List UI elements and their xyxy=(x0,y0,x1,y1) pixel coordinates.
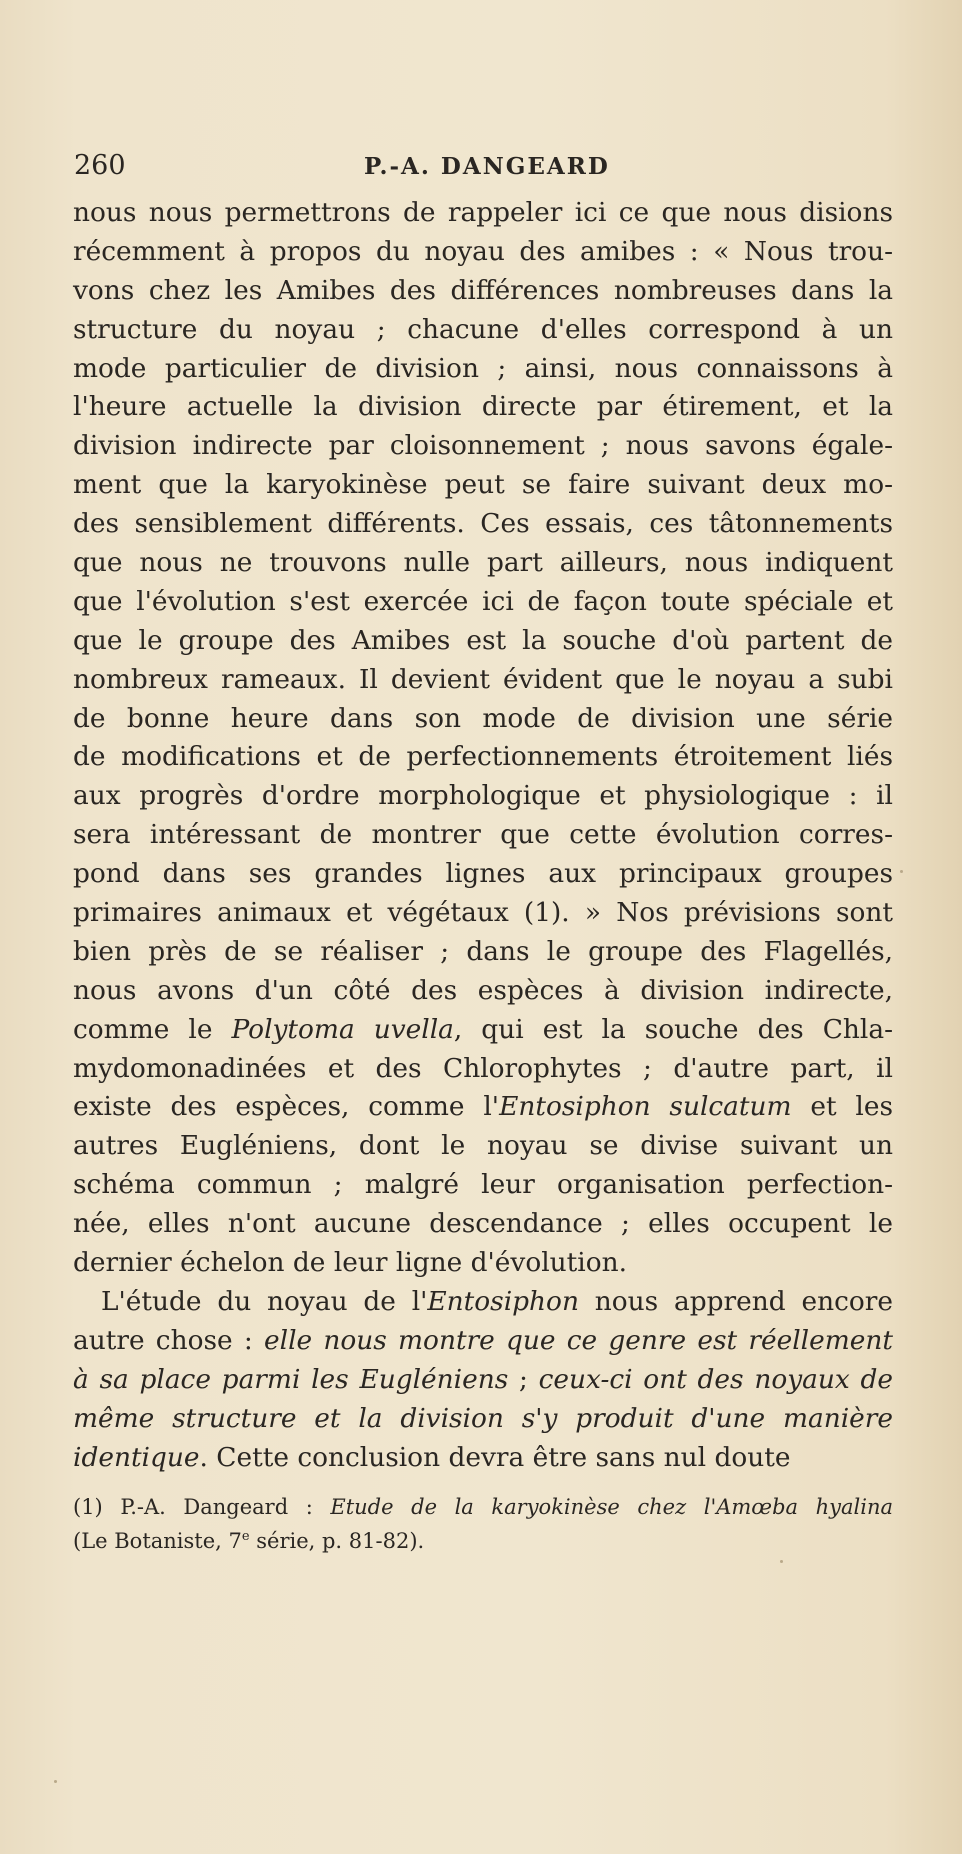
italic-text: à sa place parmi les Eugléniens xyxy=(73,1363,509,1395)
text-run: sera intéressant de montrer que cette évolution corres- xyxy=(73,819,893,851)
text-run: L'étude du noyau de l' xyxy=(101,1285,428,1317)
body-line xyxy=(73,272,893,311)
footnote xyxy=(73,1492,893,1552)
body-line xyxy=(73,855,893,894)
text-run: des sensiblement différents. Ces essais, ces tâtonnements xyxy=(73,508,893,540)
body-line xyxy=(73,1166,893,1205)
text-run: division indirecte par cloisonnement ; nous savons égale- xyxy=(73,430,893,462)
italic-text: Etude de la karyokinèse chez l'Amœba hyalina xyxy=(330,1495,893,1519)
text-run: , qui est la souche des Chla- xyxy=(453,1013,893,1045)
text-run: série, p. 81-82). xyxy=(249,1529,425,1553)
body-line xyxy=(73,777,893,816)
text-run: que l'évolution s'est exercée ici de façon toute spéciale et xyxy=(73,585,893,617)
italic-text: ceux-ci ont des noyaux de xyxy=(538,1363,893,1395)
body-line xyxy=(73,1244,893,1283)
body-line xyxy=(73,894,893,933)
body-line xyxy=(73,583,893,622)
body-line xyxy=(73,661,893,700)
paper-speck xyxy=(900,870,903,873)
text-run: mode particulier de division ; ainsi, nous connaissons à xyxy=(73,352,893,384)
body-line xyxy=(73,738,893,777)
body-line xyxy=(73,933,893,972)
text-run: née, elles n'ont aucune descendance ; elles occupent le xyxy=(73,1208,893,1240)
text-run: primaires animaux et végétaux (1). » Nos prévisions sont xyxy=(73,897,893,929)
body-line xyxy=(73,505,893,544)
body-text xyxy=(73,194,893,1477)
body-line xyxy=(73,350,893,389)
text-run: (Le Botaniste, 7 xyxy=(73,1529,242,1553)
footnote-line xyxy=(73,1522,893,1552)
italic-text: identique xyxy=(73,1441,200,1473)
text-run: aux progrès d'ordre morphologique et physiologique : il xyxy=(73,780,893,812)
body-line xyxy=(73,388,893,427)
text-run: nous apprend encore xyxy=(578,1285,893,1317)
text-run: . Cette conclusion devra être sans nul doute xyxy=(199,1441,791,1473)
text-run: (1) P.-A. Dangeard : xyxy=(73,1495,331,1519)
text-run: nombreux rameaux. Il devient évident que le noyau a subi xyxy=(73,663,893,695)
text-run: existe des espèces, comme l' xyxy=(73,1091,500,1123)
text-run: autre chose : xyxy=(73,1324,265,1356)
body-line xyxy=(73,311,893,350)
body-line xyxy=(73,700,893,739)
body-line xyxy=(73,466,893,505)
body-line xyxy=(73,1322,893,1361)
text-run: que le groupe des Amibes est la souche d'où partent de xyxy=(73,624,893,656)
paper-speck xyxy=(54,1780,57,1783)
text-run: récemment à propos du noyau des amibes : « Nous trou- xyxy=(73,235,893,267)
text-run: mydomonadinées et des Chlorophytes ; d'autre part, il xyxy=(73,1052,893,1084)
body-line xyxy=(73,427,893,466)
footnote-line xyxy=(73,1492,893,1522)
text-run: bien près de se réaliser ; dans le groupe des Flagellés, xyxy=(73,935,893,967)
text-run: pond dans ses grandes lignes aux principaux groupes xyxy=(73,858,893,890)
body-line xyxy=(73,1400,893,1439)
text-run: de bonne heure dans son mode de division une série xyxy=(73,702,893,734)
text-run: e xyxy=(241,1529,250,1544)
text-run: nous nous permettrons de rappeler ici ce que nous disions xyxy=(73,197,893,228)
text-run: et les xyxy=(791,1091,893,1123)
text-run: ment que la karyokinèse peut se faire suivant deux mo- xyxy=(73,469,893,501)
page-number: 260 xyxy=(74,150,126,181)
italic-text: Entosiphon xyxy=(427,1285,579,1317)
body-line xyxy=(73,194,893,233)
body-line xyxy=(73,1127,893,1166)
body-line xyxy=(73,1361,893,1400)
text-run: autres Eugléniens, dont le noyau se divise suivant un xyxy=(73,1130,893,1162)
running-head: P.-A. DANGEARD xyxy=(364,153,610,180)
page-header xyxy=(74,150,894,190)
body-line xyxy=(73,544,893,583)
body-line xyxy=(73,816,893,855)
body-line xyxy=(73,1050,893,1089)
body-line xyxy=(73,1205,893,1244)
text-run: l'heure actuelle la division directe par étirement, et la xyxy=(73,391,893,423)
italic-text: elle nous montre que ce genre est réellement xyxy=(264,1324,893,1356)
body-line xyxy=(73,1283,893,1322)
body-line xyxy=(73,622,893,661)
text-run: nous avons d'un côté des espèces à division indirecte, xyxy=(73,974,893,1006)
text-run: ; xyxy=(508,1363,539,1395)
text-run: que nous ne trouvons nulle part ailleurs, nous indiquent xyxy=(73,547,893,579)
text-run: de modifications et de perfectionnements étroitement liés xyxy=(73,741,893,773)
italic-text: Polytoma uvella xyxy=(231,1013,454,1045)
text-run: vons chez les Amibes des différences nombreuses dans la xyxy=(73,274,893,306)
italic-text: Entosiphon sulcatum xyxy=(499,1091,792,1123)
text-run: comme le xyxy=(73,1013,232,1045)
body-line xyxy=(73,1011,893,1050)
italic-text: même structure et la division s'y produit d'une manière xyxy=(73,1402,893,1434)
text-run: schéma commun ; malgré leur organisation perfection- xyxy=(73,1169,893,1201)
paper-speck xyxy=(780,1560,783,1563)
text-run: structure du noyau ; chacune d'elles correspond à un xyxy=(73,313,893,345)
body-line xyxy=(73,233,893,272)
body-line xyxy=(73,972,893,1011)
body-line xyxy=(73,1439,893,1478)
text-run: dernier échelon de leur ligne d'évolution. xyxy=(73,1247,627,1279)
body-line xyxy=(73,1088,893,1127)
